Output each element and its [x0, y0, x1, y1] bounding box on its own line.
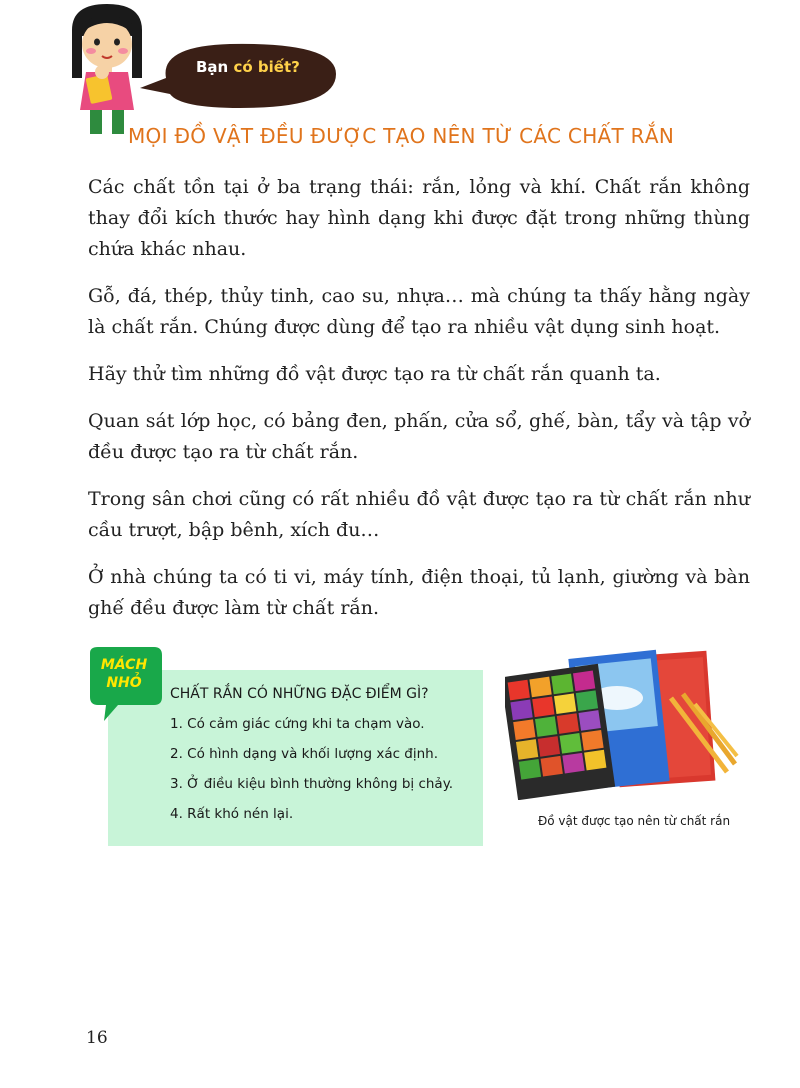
- did-you-know-prefix: Bạn: [196, 58, 229, 76]
- body-text: [88, 172, 750, 640]
- list-item: 2. Có hình dạng và khối lượng xác định.: [170, 746, 439, 762]
- figure-caption: Đồ vật được tạo nên từ chất rắn: [537, 814, 731, 828]
- girl-mascot-illustration: [62, 2, 152, 138]
- paragraph: Quan sát lớp học, có bảng đen, phấn, cửa sổ, ghế, bàn, tẩy và tập vở đều được tạo ra từ chất rắn.: [88, 410, 750, 463]
- list-item: 1. Có cảm giác cứng khi ta chạm vào.: [170, 716, 425, 732]
- list-item: 4. Rất khó nén lại.: [170, 806, 294, 822]
- tip-badge-label: [94, 656, 154, 692]
- page-title: MỌI ĐỒ VẬT ĐỀU ĐƯỢC TẠO NÊN TỪ CÁC CHẤT RẮN: [128, 124, 675, 148]
- paragraph: Ở nhà chúng ta có ti vi, máy tính, điện thoại, tủ lạnh, giường và bàn ghế đều được làm từ chất rắn.: [88, 566, 750, 619]
- paragraph: Các chất tồn tại ở ba trạng thái: rắn, lỏng và khí. Chất rắn không thay đổi kích thước hay hình dạng khi được đặt trong những thùng chứa khác nhau.: [88, 176, 750, 260]
- tip-title: CHẤT RẮN CÓ NHỮNG ĐẶC ĐIỂM GÌ?: [170, 686, 429, 702]
- did-you-know-label: [196, 58, 326, 76]
- page-number: 16: [86, 1028, 108, 1048]
- did-you-know-highlight: có biết?: [233, 58, 300, 76]
- tip-badge-line: NHỎ: [106, 675, 142, 691]
- notebooks-photo: [505, 640, 740, 800]
- paragraph: Gỗ, đá, thép, thủy tinh, cao su, nhựa… mà chúng ta thấy hằng ngày là chất rắn. Chúng được dùng để tạo ra nhiều vật dụng sinh hoạt.: [88, 285, 750, 338]
- paragraph: Trong sân chơi cũng có rất nhiều đồ vật được tạo ra từ chất rắn như cầu trượt, bập bênh, xích đu…: [88, 488, 750, 541]
- tip-badge-line: MÁCH: [100, 657, 148, 673]
- paragraph: Hãy thử tìm những đồ vật được tạo ra từ chất rắn quanh ta.: [88, 363, 661, 385]
- list-item: 3. Ở điều kiệu bình thường không bị chảy.: [170, 776, 454, 792]
- tip-list: [170, 714, 453, 834]
